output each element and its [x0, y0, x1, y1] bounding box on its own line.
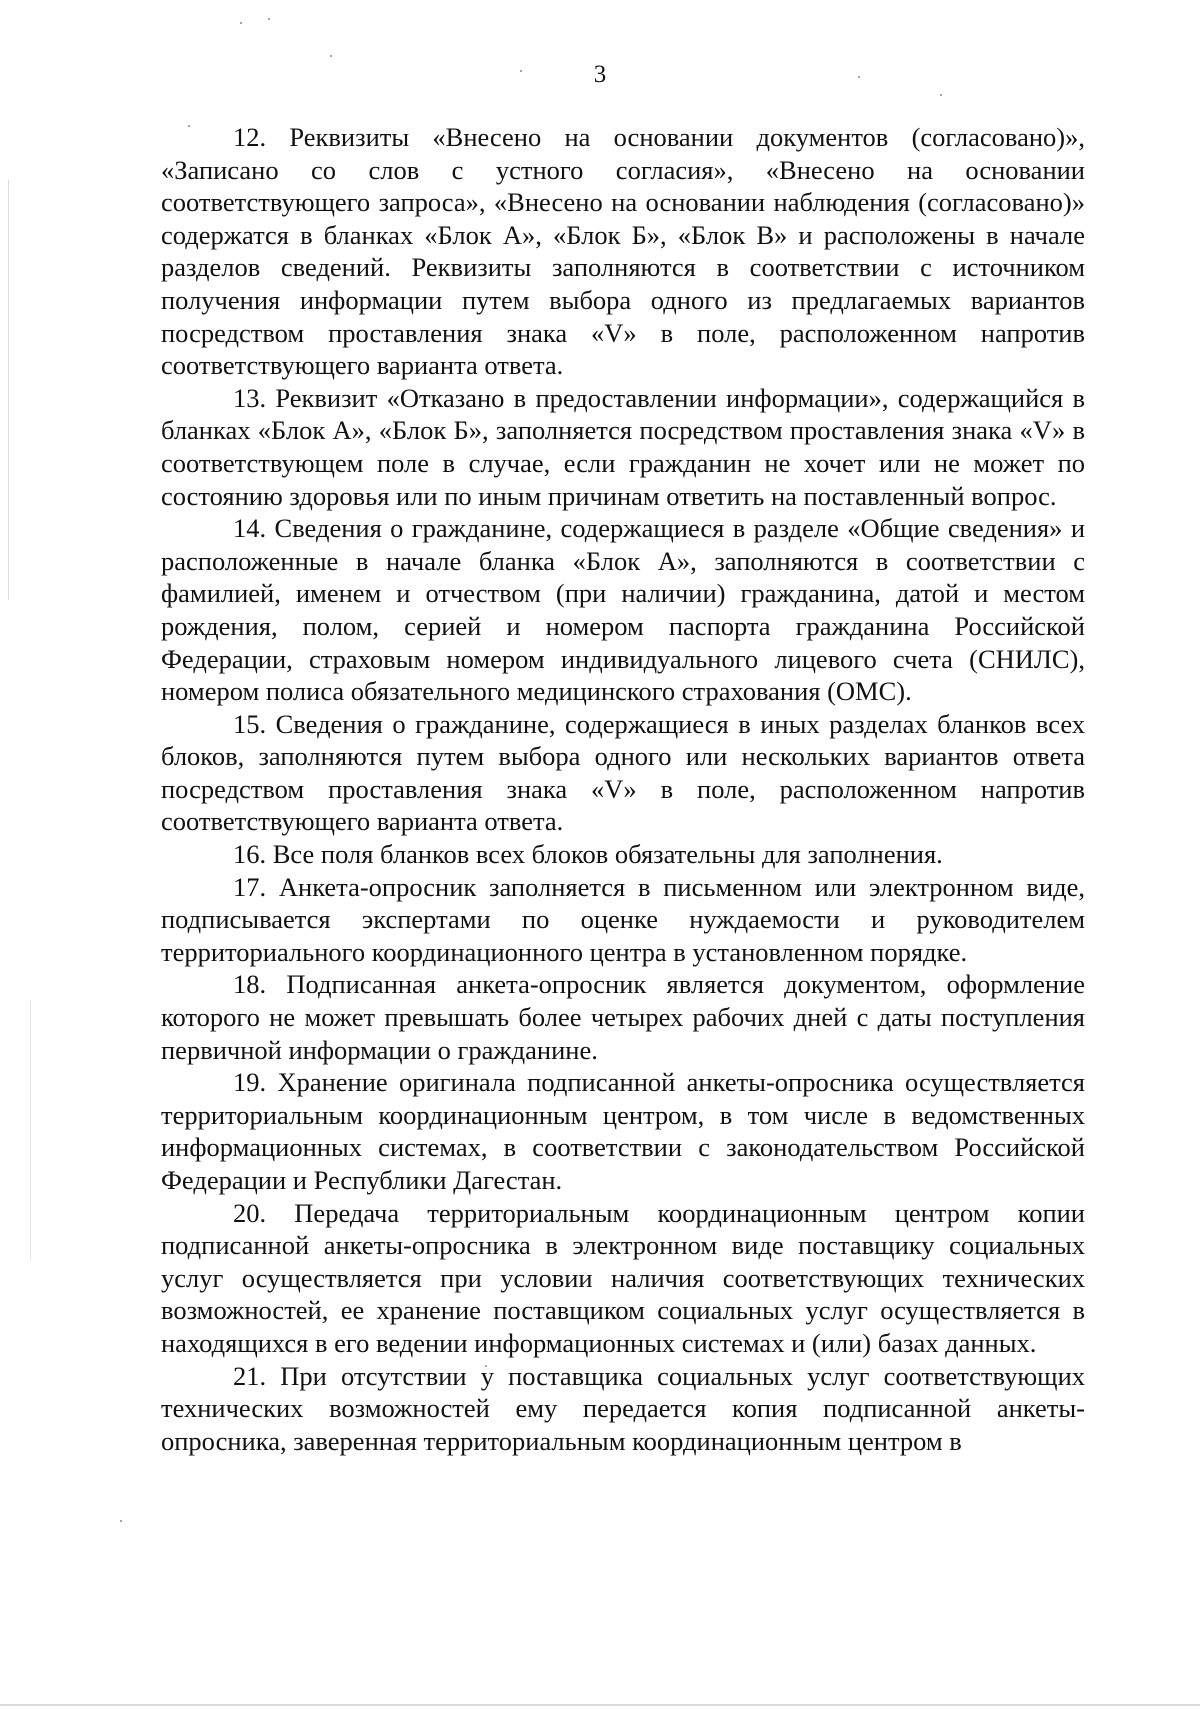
paragraph-19: 19. Хранение оригинала подписанной анкеты-опросника осуществляется территориальным координационным центром, в том числе в ведомственных информационных системах, в соответствии с законодательством Российской Федерации и Республики Дагестан.: [161, 1067, 1085, 1195]
paragraph-17: 17. Анкета-опросник заполняется в письменном или электронном виде, подписывается экспертами по оценке нуждаемости и руководителем территориального координационного центра в установленном порядке.: [161, 871, 1085, 967]
paragraph-14: 14. Сведения о гражданине, содержащиеся в разделе «Общие сведения» и расположенные в начале бланка «Блок А», заполняются в соответствии с фамилией, именем и отчеством (при наличии) гражданина, датой и местом рождения, полом, серией и номером паспорта гражданина Российской Федерации, страховым номером индивидуального лицевого счета (СНИЛС), номером полиса обязательного медицинского страхования (ОМС).: [161, 513, 1085, 707]
paragraph-12: 12. Реквизиты «Внесено на основании документов (согласовано)», «Записано со слов с устного согласия», «Внесено на основании соответствующего запроса», «Внесено на основании наблюдения (согласовано)» содержатся в бланках «Блок А», «Блок Б», «Блок В» и расположены в начале разделов сведений. Реквизиты заполняются в соответствии с источником получения информации путем выбора одного из предлагаемых вариантов посредством проставления знака «V» в поле, расположенном напротив соответствующего варианта ответа.: [161, 122, 1085, 381]
paragraph-15: 15. Сведения о гражданине, содержащиеся в иных разделах бланков всех блоков, заполняются путем выбора одного или нескольких вариантов ответа посредством проставления знака «V» в поле, расположенном напротив соответствующего варианта ответа.: [161, 708, 1085, 837]
paragraph-16: 16. Все поля бланков всех блоков обязательны для заполнения.: [233, 839, 943, 870]
page-number: 3: [593, 61, 607, 88]
paragraph-21: 21. При отсутствии у поставщика социальных услуг соответствующих технических возможностей ему передается копия подписанной анкеты-опросника, заверенная территориальным координационным центром в: [161, 1360, 1085, 1456]
scan-speck: [268, 18, 270, 20]
scan-edge-left-lower: [30, 1000, 31, 1260]
paragraph-13: 13. Реквизит «Отказано в предоставлении информации», содержащийся в бланках «Блок А», «Блок Б», заполняется посредством проставления знака «V» в соответствующем поле в случае, если гражданин не хочет или не может по состоянию здоровья или по иным причинам ответить на поставленный вопрос.: [161, 382, 1085, 511]
scan-edge-bottom: [0, 1704, 1200, 1706]
scan-speck: [330, 55, 332, 57]
scan-speck: [240, 22, 242, 24]
document-body: [161, 121, 1085, 1457]
scan-speck: [940, 94, 942, 96]
paragraph-18: 18. Подписанная анкета-опросник является документом, оформление которого не может превышать более четырех рабочих дней с даты поступления первичной информации о гражданине.: [161, 969, 1085, 1065]
scan-edge-left: [8, 180, 9, 600]
paragraph-20: 20. Передача территориальным координационным центром копии подписанной анкеты-опросника в электронном виде поставщику социальных услуг осуществляется при условии наличия соответствующих технических возможностей, ее хранение поставщиком социальных услуг осуществляется в находящихся в его ведении информационных системах и (или) базах данных.: [161, 1197, 1085, 1358]
scan-speck: [120, 1520, 122, 1522]
